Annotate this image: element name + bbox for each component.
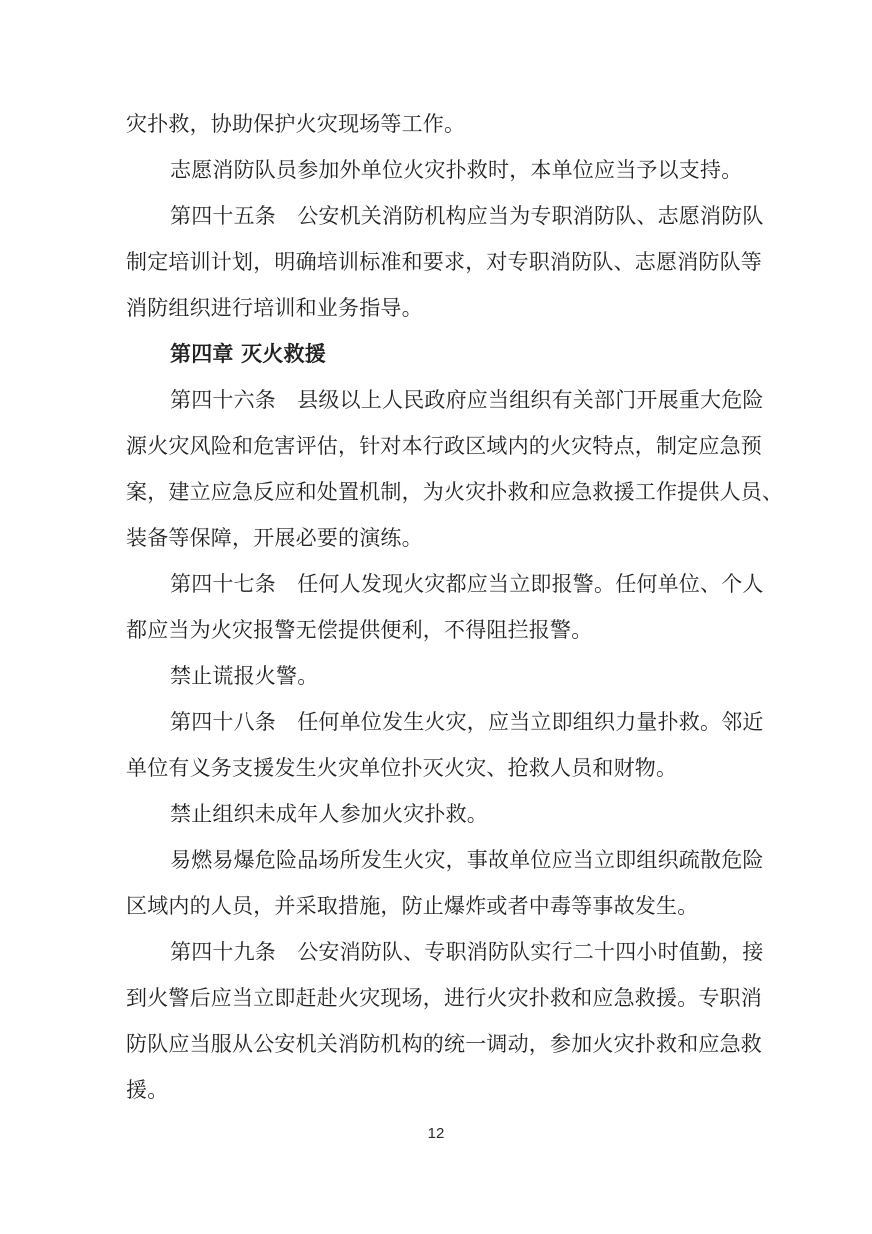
text-line: 第四十七条 任何人发现火灾都应当立即报警。任何单位、个人 — [170, 572, 764, 596]
text-line: 防队应当服从公安机关消防机构的统一调动，参加火灾扑救和应急救 — [126, 1032, 762, 1056]
text-line: 都应当为火灾报警无偿提供便利，不得阻拦报警。 — [126, 618, 593, 642]
text-line: 案，建立应急反应和处置机制，为火灾扑救和应急救援工作提供人员、 — [126, 480, 784, 504]
page-number: 12 — [427, 1125, 445, 1142]
text-line: 第四十五条 公安机关消防机构应当为专职消防队、志愿消防队 — [170, 204, 764, 228]
text-line: 禁止谎报火警。 — [170, 664, 319, 688]
text-line: 第四十九条 公安消防队、专职消防队实行二十四小时值勤，接 — [170, 940, 764, 964]
text-line: 到火警后应当立即赶赴火灾现场，进行火灾扑救和应急救援。专职消 — [126, 986, 762, 1010]
text-line: 第四十六条 县级以上人民政府应当组织有关部门开展重大危险 — [170, 388, 764, 412]
text-line: 灾扑救，协助保护火灾现场等工作。 — [126, 112, 466, 136]
text-line: 制定培训计划，明确培训标准和要求，对专职消防队、志愿消防队等 — [126, 250, 762, 274]
document-body — [126, 101, 784, 1113]
text-line: 第四十八条 任何单位发生火灾，应当立即组织力量扑救。邻近 — [170, 710, 764, 734]
chapter-heading: 第四章 灭火救援 — [170, 341, 326, 366]
text-line: 源火灾风险和危害评估，针对本行政区域内的火灾特点，制定应急预 — [126, 434, 762, 458]
text-line: 易燃易爆危险品场所发生火灾，事故单位应当立即组织疏散危险 — [170, 848, 764, 872]
text-line: 装备等保障，开展必要的演练。 — [126, 526, 423, 550]
text-line: 禁止组织未成年人参加火灾扑救。 — [170, 802, 488, 826]
text-line: 消防组织进行培训和业务指导。 — [126, 296, 423, 320]
text-line: 区域内的人员，并采取措施，防止爆炸或者中毒等事故发生。 — [126, 894, 699, 918]
text-line: 志愿消防队员参加外单位火灾扑救时，本单位应当予以支持。 — [170, 158, 743, 182]
text-line: 援。 — [126, 1078, 169, 1102]
text-line: 单位有义务支援发生火灾单位扑灭火灾、抢救人员和财物。 — [126, 756, 678, 780]
